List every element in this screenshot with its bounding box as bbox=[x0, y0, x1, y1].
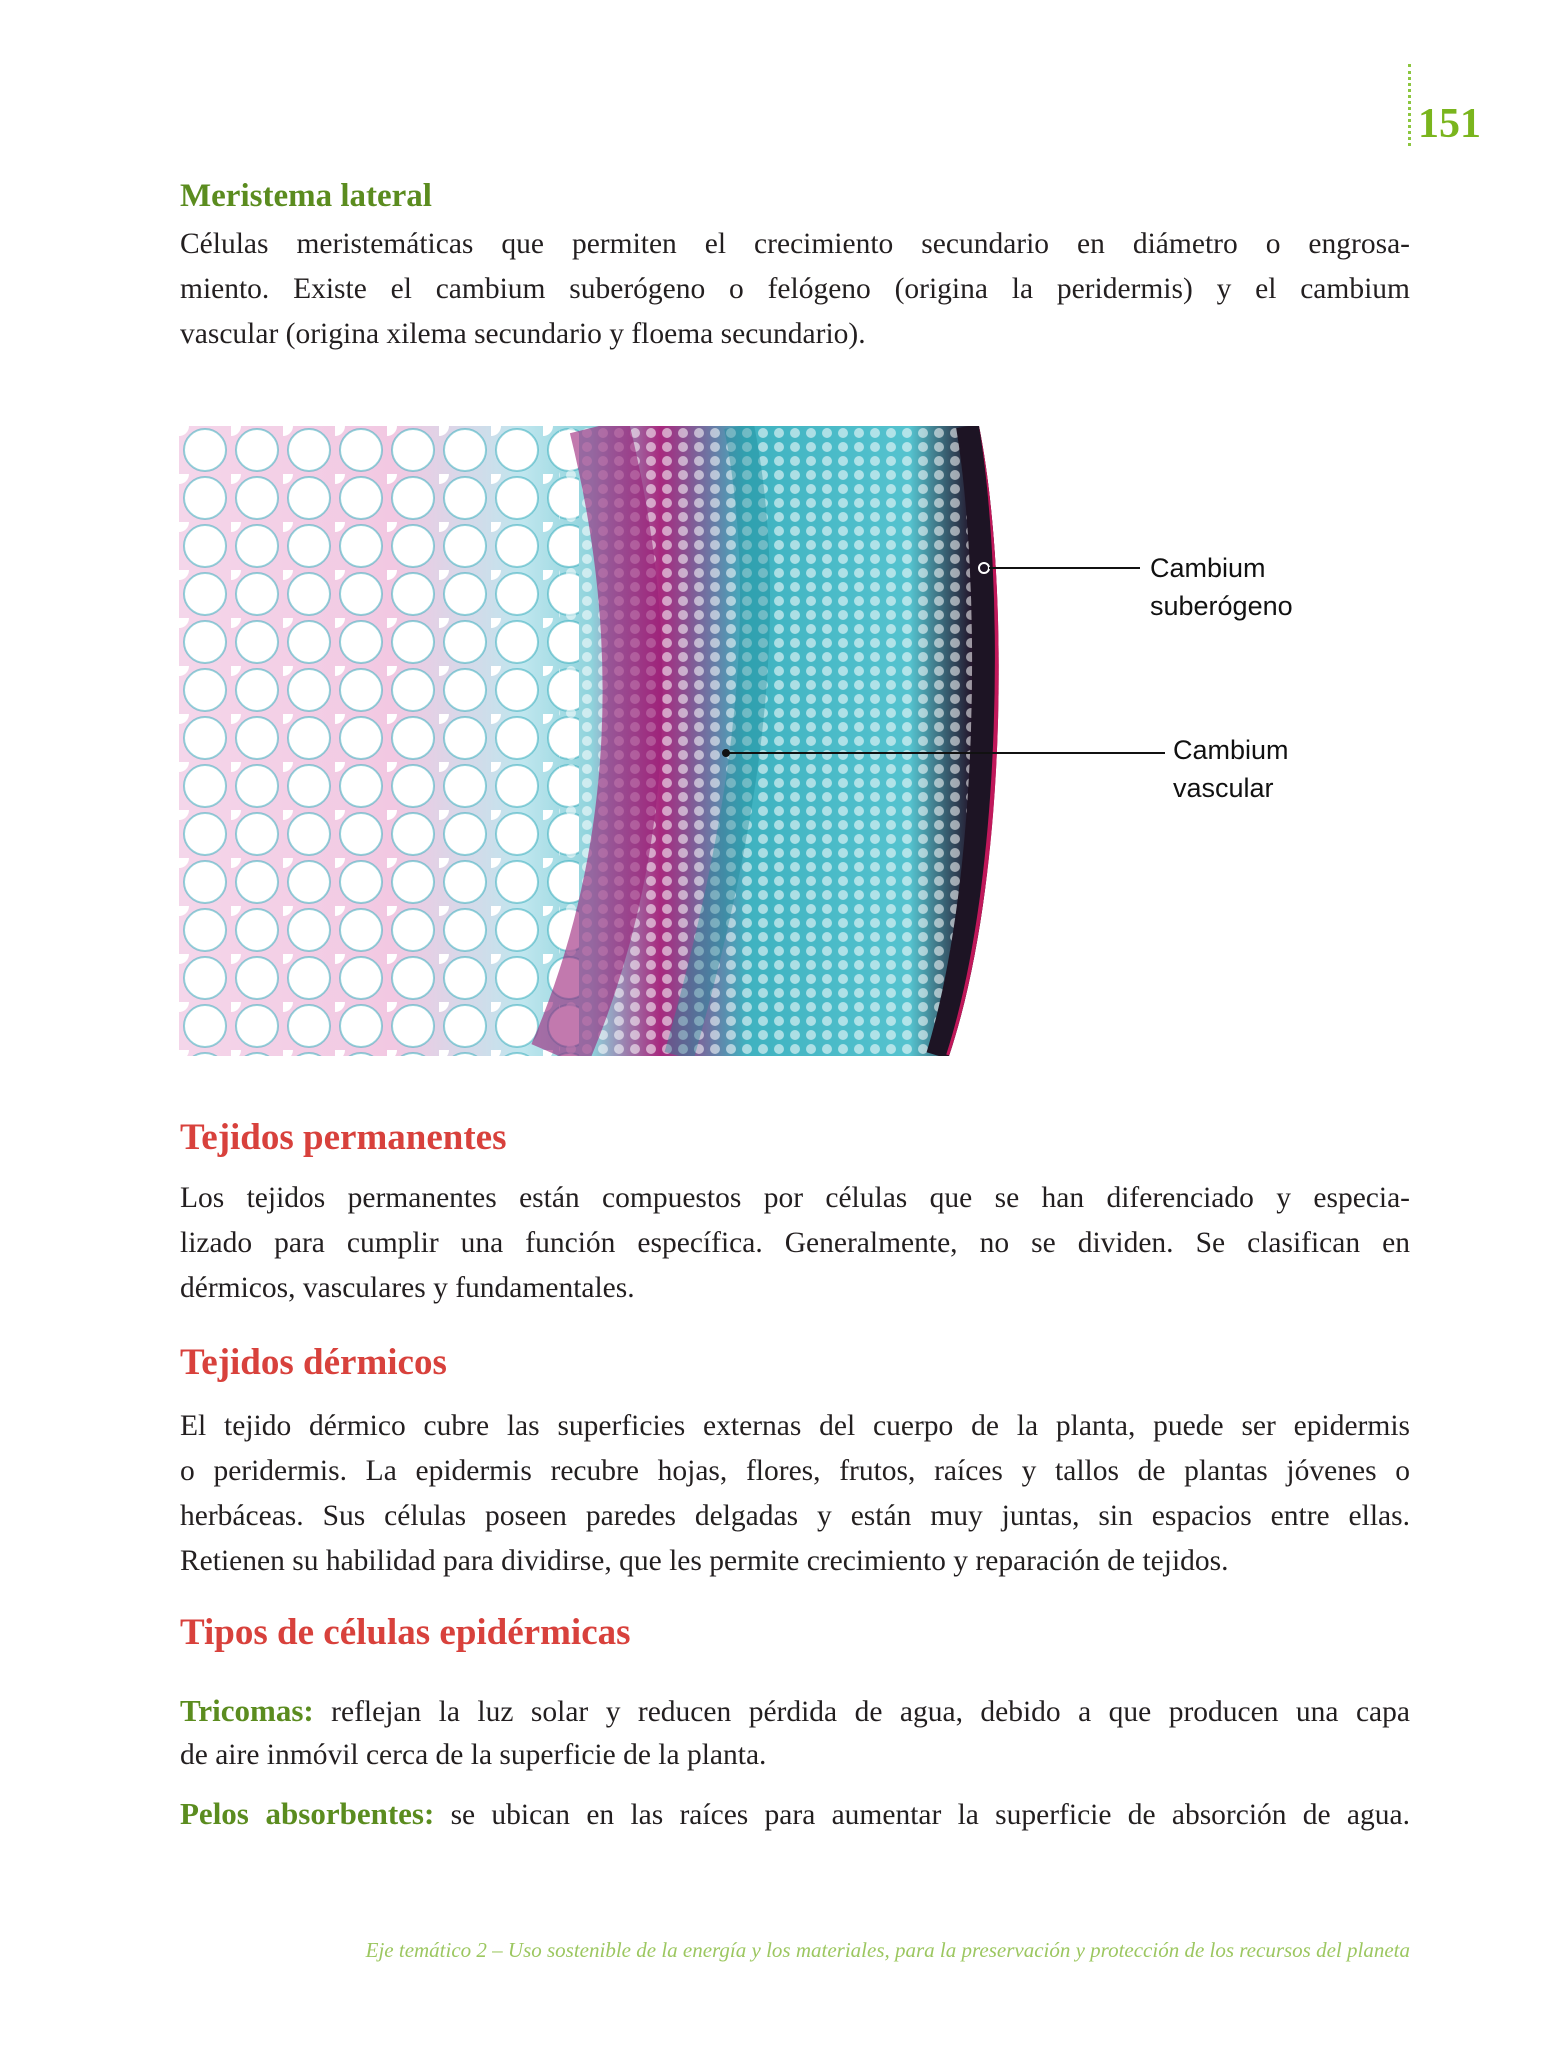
text-span: se ubican en las raíces para aumentar la superficie de absorción de agua. bbox=[434, 1799, 1410, 1831]
heading-tejidos-permanentes: Tejidos permanentes bbox=[180, 1117, 507, 1158]
page-number-divider bbox=[1408, 64, 1411, 146]
label-cambium-vascular bbox=[1173, 731, 1289, 807]
paragraph-tricomas bbox=[180, 1688, 1410, 1778]
paragraph-meristema bbox=[180, 222, 1410, 357]
term-tricomas: Tricomas: bbox=[180, 1693, 314, 1728]
text-line: vascular (origina xilema secundario y floema secundario). bbox=[180, 318, 866, 350]
footer-running-title: Eje temático 2 – Uso sostenible de la energía y los materiales, para la preservación y protección de los recursos del planeta bbox=[365, 1938, 1410, 1962]
text-line: Retienen su habilidad para dividirse, que les permite crecimiento y reparación de tejidos. bbox=[180, 1545, 1229, 1577]
text-span: reflejan la luz solar y reducen pérdida de agua, debido a que producen una capa bbox=[313, 1696, 1410, 1728]
paragraph-permanentes bbox=[180, 1176, 1410, 1311]
paragraph-dermicos bbox=[180, 1404, 1410, 1584]
text-line: miento. Existe el cambium suberógeno o felógeno (origina la peridermis) y el cambium bbox=[180, 273, 1410, 305]
text-line: lizado para cumplir una función específica. Generalmente, no se dividen. Se clasifican en bbox=[180, 1227, 1410, 1259]
text-line: Los tejidos permanentes están compuestos por células que se han diferenciado y especia- bbox=[180, 1182, 1410, 1214]
stem-cross-section-micrograph bbox=[179, 426, 1039, 1056]
text-line: El tejido dérmico cubre las superficies externas del cuerpo de la planta, puede ser epidermis bbox=[180, 1410, 1410, 1442]
label-line: suberógeno bbox=[1150, 591, 1293, 621]
page-number: 151 bbox=[1418, 101, 1481, 147]
label-cambium-suberogeno bbox=[1150, 549, 1293, 625]
text-line: dérmicos, vasculares y fundamentales. bbox=[180, 1272, 635, 1304]
label-line: Cambium bbox=[1150, 553, 1266, 583]
term-pelos-absorbentes: Pelos absorbentes: bbox=[180, 1796, 435, 1831]
text-line bbox=[180, 1688, 1410, 1733]
label-line: vascular bbox=[1173, 773, 1274, 803]
text-line: o peridermis. La epidermis recubre hojas, flores, frutos, raíces y tallos de plantas jóvenes o bbox=[180, 1455, 1410, 1487]
callout-lines bbox=[975, 560, 1175, 760]
label-line: Cambium bbox=[1173, 735, 1289, 765]
callout-line-vascular bbox=[720, 745, 1180, 765]
heading-meristema-lateral: Meristema lateral bbox=[180, 178, 432, 214]
text-line: Células meristemáticas que permiten el crecimiento secundario en diámetro o engrosa- bbox=[180, 228, 1410, 260]
heading-tejidos-dermicos: Tejidos dérmicos bbox=[180, 1342, 447, 1383]
paragraph-pelos bbox=[180, 1791, 1410, 1836]
heading-tipos-celulas: Tipos de células epidérmicas bbox=[180, 1612, 631, 1653]
text-line bbox=[180, 1791, 1410, 1836]
text-line: de aire inmóvil cerca de la superficie de la planta. bbox=[180, 1739, 767, 1771]
text-line: herbáceas. Sus células poseen paredes delgadas y están muy juntas, sin espacios entre ellas. bbox=[180, 1500, 1410, 1532]
